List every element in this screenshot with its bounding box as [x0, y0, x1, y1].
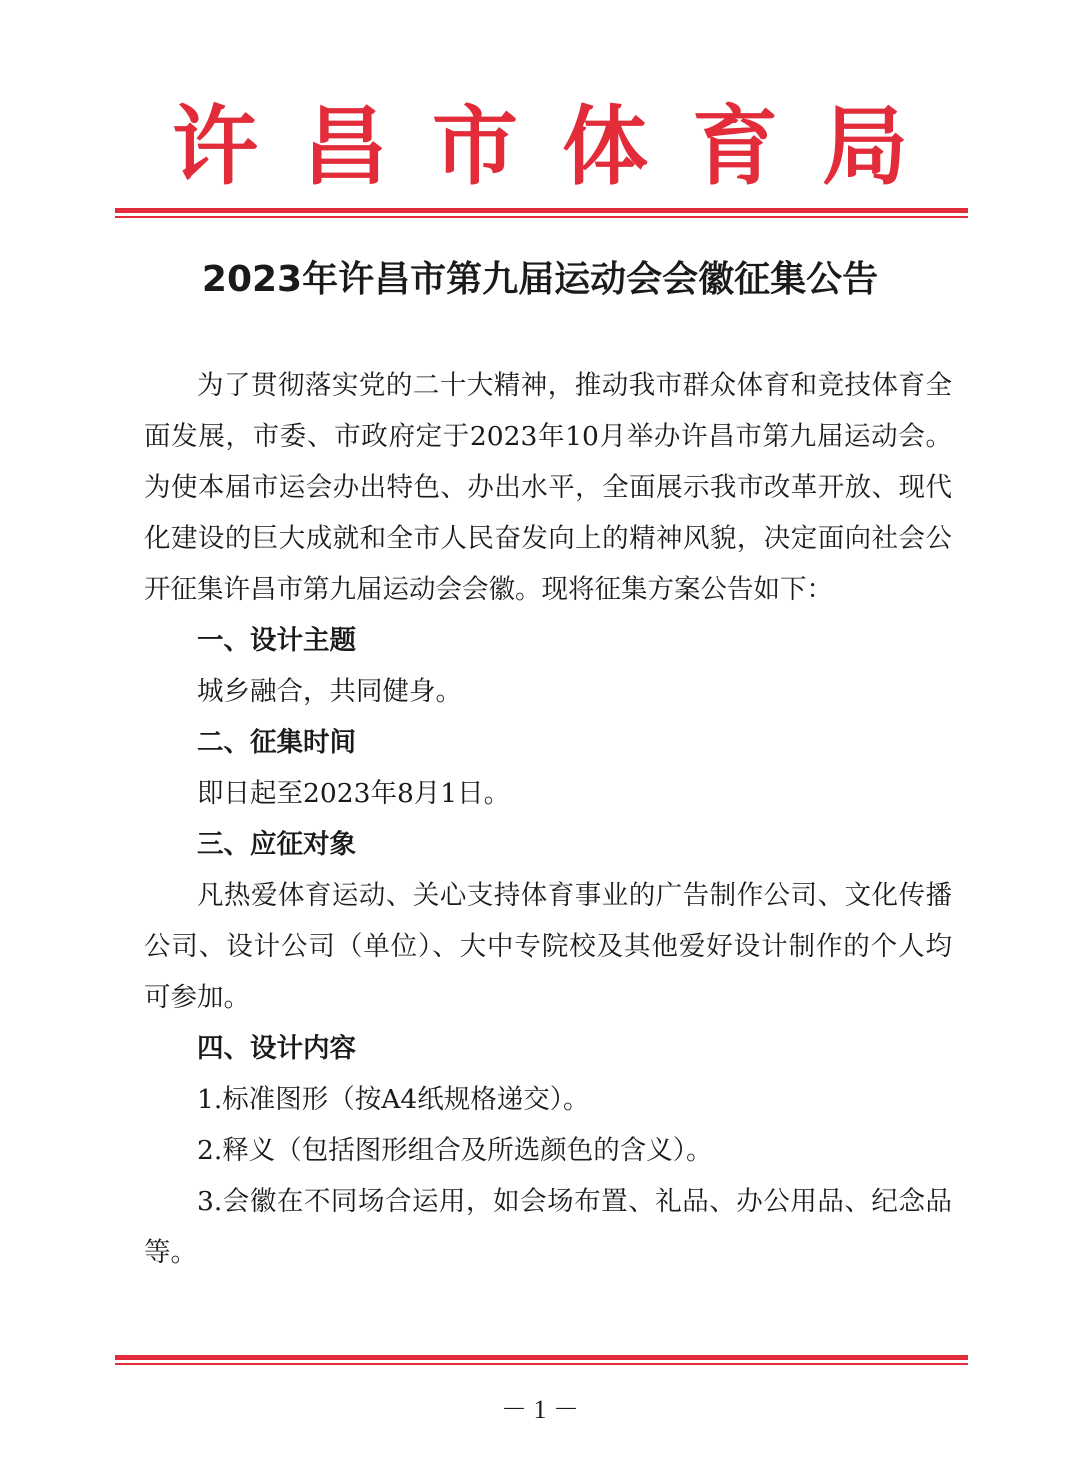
section-heading-theme: 一、设计主题 — [197, 625, 356, 656]
content-item-1: 1.标准图形（按A4纸规格递交）。 — [197, 1084, 590, 1115]
footer-divider-thin-line — [115, 1363, 968, 1365]
header-divider — [115, 208, 968, 218]
page-number: － 1 － — [500, 1395, 579, 1424]
content-item-2: 2.释义（包括图形组合及所选颜色的含义）。 — [197, 1135, 713, 1166]
content-item-3: 3.会徽在不同场合运用，如会场布置、礼品、办公用品、纪念品等。 — [144, 1186, 952, 1268]
header-divider-thin-line — [115, 216, 968, 218]
section-period-text: 即日起至2023年8月1日。 — [197, 778, 511, 809]
section-heading-content: 四、设计内容 — [197, 1033, 356, 1064]
intro-paragraph: 为了贯彻落实党的二十大精神，推动我市群众体育和竞技体育全面发展，市委、市政府定于2023年10月举办许昌市第九届运动会。为使本届市运会办出特色、办出水平，全面展示我市改革开放、现代化建设的巨大成就和全市人民奋发向上的精神风貌，决定面向社会公开征集许昌市第九届运动会会徽。现将征集方案公告如下： — [144, 370, 952, 605]
footer-divider — [115, 1355, 968, 1365]
section-heading-period: 二、征集时间 — [197, 727, 356, 758]
section-heading-eligibility: 三、应征对象 — [197, 829, 356, 860]
agency-masthead: 许昌市体育局 — [172, 96, 952, 197]
section-theme-text: 城乡融合，共同健身。 — [197, 676, 462, 707]
document-title: 2023年许昌市第九届运动会会徽征集公告 — [201, 259, 879, 300]
section-eligibility-text: 凡热爱体育运动、关心支持体育事业的广告制作公司、文化传播公司、设计公司（单位）、大中专院校及其他爱好设计制作的个人均可参加。 — [144, 880, 952, 1013]
document-body — [144, 360, 952, 1278]
